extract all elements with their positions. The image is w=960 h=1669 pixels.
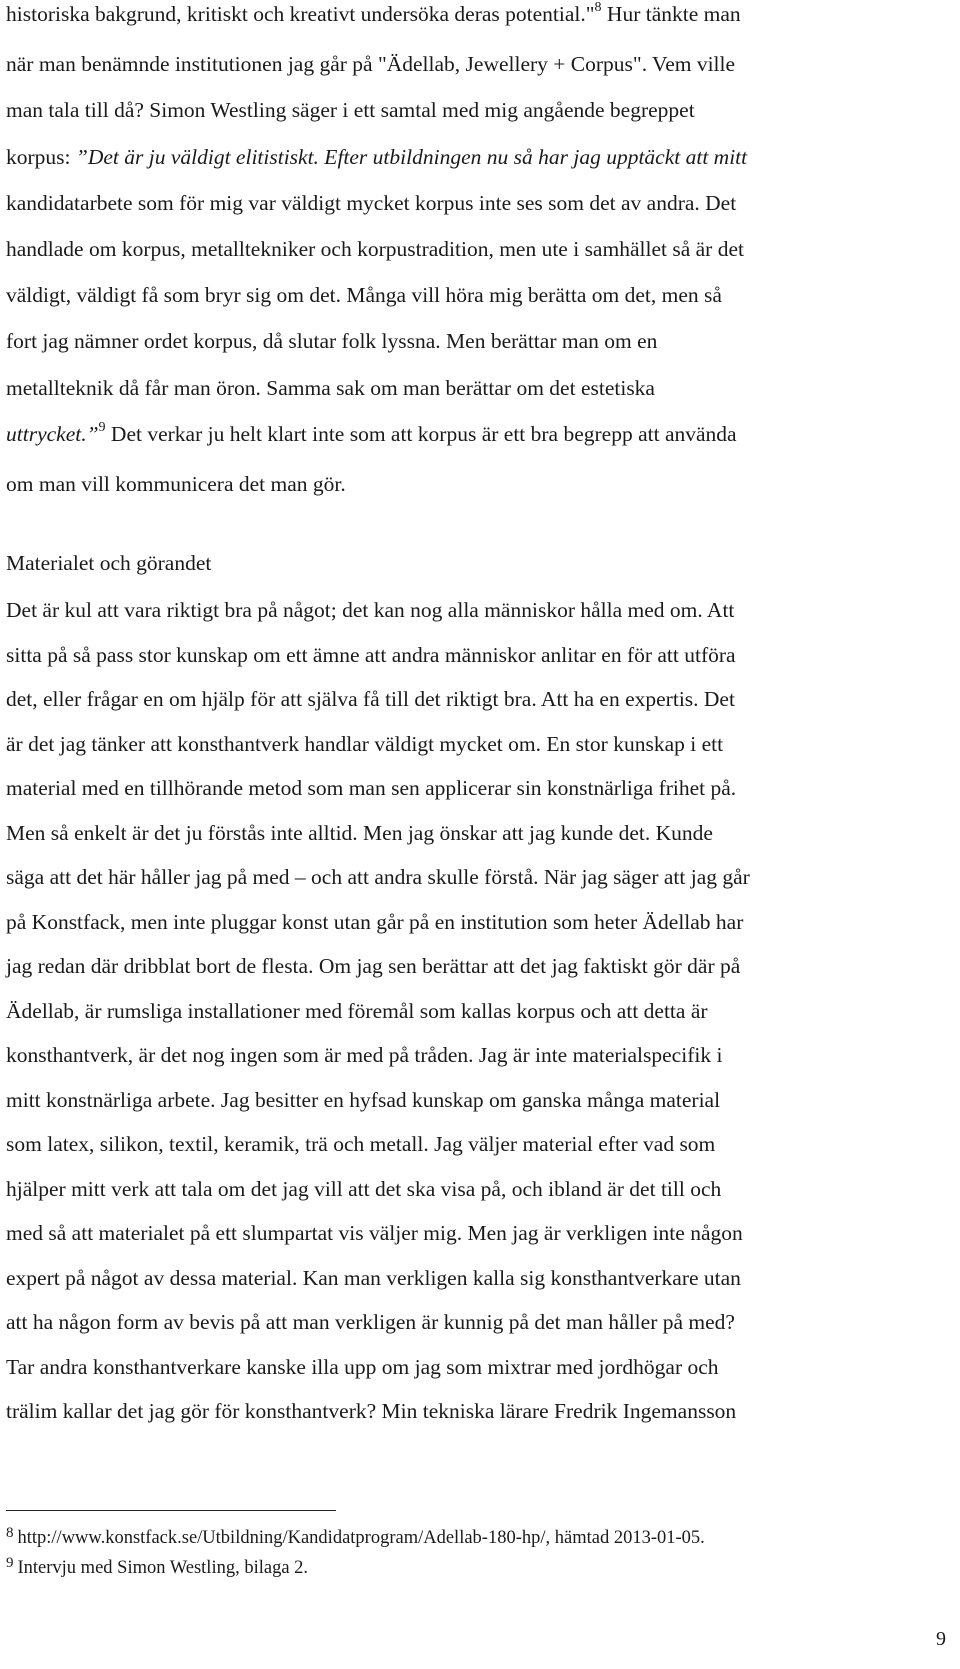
text-line: expert på något av dessa material. Kan man verkligen kalla sig konsthantverkare utan bbox=[6, 1265, 741, 1290]
text-line: material med en tillhörande metod som man sen applicerar sin konstnärliga frihet på. bbox=[6, 776, 737, 800]
text-line: historiska bakgrund, kritiskt och kreativt undersöka deras potential."$^8$ Hur tänkte man bbox=[6, 0, 741, 26]
text-line: hjälper mitt verk att tala om det jag vill att det ska visa på, och ibland är det till och bbox=[6, 1176, 722, 1201]
quote-text: ”Det är ju väldigt elitistiskt. Efter utbildningen nu så har jag upptäckt att mitt bbox=[75, 144, 748, 169]
paragraph-quote-section bbox=[6, 0, 936, 507]
text-line: väldigt, väldigt få som bryr sig om det. Många vill höra mig berätta om det, men så bbox=[6, 283, 722, 308]
footnote-link[interactable]: http://www.konstfack.se/Utbildning/Kandidatprogram/Adellab-180-hp/, hämtad 2013-01-05. bbox=[17, 1528, 705, 1548]
text-line: kandidatarbete som för mig var väldigt mycket korpus inte ses som det av andra. Det bbox=[6, 190, 737, 215]
footnote-divider bbox=[6, 1510, 336, 1511]
text-line: Ädellab, är rumsliga installationer med föremål som kallas korpus och att detta är bbox=[6, 998, 708, 1023]
footnote-9 bbox=[6, 1556, 308, 1581]
text-line: det, eller frågar en om hjälp för att själva få till det riktigt bra. Att ha en expertis. Det bbox=[6, 687, 735, 711]
text-line: är det jag tänker att konsthantverk handlar väldigt mycket om. En stor kunskap i ett bbox=[6, 731, 724, 756]
footnote-text: Intervju med Simon Westling, bilaga 2. bbox=[17, 1558, 309, 1578]
text-line: trälim kallar det jag gör för konsthantverk? Min tekniska lärare Fredrik Ingemansson bbox=[6, 1399, 737, 1423]
text-line: uttrycket.”$^9$ Det verkar ju helt klart inte som att korpus är ett bra begrepp att använda bbox=[6, 419, 737, 446]
text-line: korpus: ”Det är ju väldigt elitistiskt. Efter utbildningen nu så har jag upptäckt att mitt bbox=[6, 144, 748, 169]
text-line: metallteknik då får man öron. Samma sak om man berättar om det estetiska bbox=[6, 375, 655, 400]
text-line: när man benämnde institutionen jag går på "Ädellab, Jewellery + Corpus". Vem ville bbox=[6, 52, 736, 77]
text-line: sitta på så pass stor kunskap om ett ämne att andra människor anlitar en för att utföra bbox=[6, 642, 736, 667]
footnote-number: 9 bbox=[6, 1555, 14, 1571]
footnote-ref-8[interactable]: 8 bbox=[594, 0, 602, 15]
text-line: handlade om korpus, metalltekniker och korpustradition, men ute i samhället så är det bbox=[6, 237, 744, 262]
text-line: om man vill kommunicera det man gör. bbox=[6, 472, 346, 497]
text-line: Men så enkelt är det ju förstås inte alltid. Men jag önskar att jag kunde det. Kunde bbox=[6, 820, 713, 845]
footnote-8 bbox=[6, 1526, 705, 1551]
section-heading: Materialet och görandet bbox=[6, 551, 212, 575]
text-line: jag redan där dribblat bort de flesta. Om jag sen berättar att det jag faktiskt gör där på bbox=[6, 954, 741, 978]
text-line: säga att det här håller jag på med – och att andra skulle förstå. När jag säger att jag går bbox=[6, 865, 750, 889]
text-line: fort jag nämner ordet korpus, då slutar folk lyssna. Men berättar man om en bbox=[6, 329, 658, 354]
text-line: på Konstfack, men inte pluggar konst utan går på en institution som heter Ädellab har bbox=[6, 909, 744, 934]
text-line: med så att materialet på ett slumpartat vis väljer mig. Men jag är verkligen inte någon bbox=[6, 1221, 743, 1245]
page-number: 9 bbox=[936, 1628, 946, 1650]
text-line: som latex, silikon, textil, keramik, trä och metall. Jag väljer material efter vad som bbox=[6, 1132, 716, 1156]
text-line: konsthantverk, är det nog ingen som är med på tråden. Jag är inte materialspecifik i bbox=[6, 1043, 723, 1067]
footnote-ref-9[interactable]: 9 bbox=[98, 419, 106, 435]
text-line: man tala till då? Simon Westling säger i ett samtal med mig angående begreppet bbox=[6, 98, 695, 123]
footnote-number: 8 bbox=[6, 1525, 14, 1541]
paragraph-material-section bbox=[6, 588, 936, 1434]
text-line: att ha någon form av bevis på att man verkligen är kunnig på det man håller på med? bbox=[6, 1310, 735, 1334]
text-line: Tar andra konsthantverkare kanske illa upp om jag som mixtrar med jordhögar och bbox=[6, 1354, 719, 1379]
text-line: Det är kul att vara riktigt bra på något; det kan nog alla människor hålla med om. Att bbox=[6, 598, 735, 622]
quote-text: uttrycket.” bbox=[6, 421, 99, 446]
text-line: mitt konstnärliga arbete. Jag besitter en hyfsad kunskap om ganska många material bbox=[6, 1087, 721, 1112]
